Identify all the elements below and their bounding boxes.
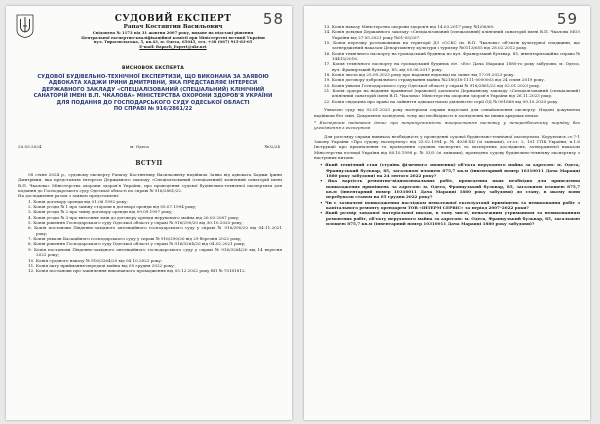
list-item: 20. Копія ухвали Господарського суду Одеської області у справі № 916/2861/22 від 02.01.2023 року. xyxy=(324,82,541,88)
title-line: ПО СПРАВІ № 916/2861/22 xyxy=(113,106,193,113)
intro-paragraph: 08 січня 2024 р., судовому експерту Рапачу Костянтину Васильовичу надійшла Заява від адвоката Хаджи Ірини Дмитрівни, яка представляє інтереси Державного закладу «Спеціалізований (спеціальний) клінічний санаторій імені В.П. Чкалова» Міністерства охорони здоров'я України, про проведення судової будівельно-технічної експертизи для подання до Господарського суду Одеської області по справі № 916/2861/22. xyxy=(18,172,282,194)
document-city: м. Одеса xyxy=(130,144,149,149)
materials-paragraph: Ухвалою суду від 02.01.2023 року матеріали справи надіслані для ознайомлення експерту. Надані документи надійшли без змін. Документи засвідчені, тому що необхідності в засвідченні на інших аркушах немає. xyxy=(314,107,580,118)
list-item: 17. Копія технічного паспорту на громадський будинок літ. «Ел» Дача Марацці 1880-го року забудови, м. Одеса, вул. Французький бульвар, 85, від 05.06.2017 року. xyxy=(324,61,580,72)
footnote: * Експертом надавався допис про неприпустимість використання висновку у непередбаченому порядку без узгодження з експертом xyxy=(314,119,580,131)
expert-header xyxy=(68,14,278,50)
trident-emblem-icon xyxy=(16,14,34,38)
address-line: вул. Тираспольська, 5, кв.43, м. Одеса, 65045, тел. +38 (067) 915-83-05 xyxy=(93,39,253,45)
list-item: 6. Копія постанови Південно-західного апеляційного господарського суду у справі № 916/290/20 від 04.11.2021 року; xyxy=(28,225,282,236)
attached-label: На дослідження разом з заявою представлені: xyxy=(18,193,120,199)
list-item: 4. Копія угоди № 3 про внесення змін до договору оренди нерухомого майна від 26.03.2007 року; xyxy=(28,214,240,220)
list-item: 1. Копія договору оренди від 01.06.1992 року; xyxy=(28,198,128,204)
email-line: E-mail: Rapach_Expert@ukr.net xyxy=(139,44,207,50)
handwritten-page-number: 59 xyxy=(556,10,578,28)
conclusion-title xyxy=(28,66,278,113)
list-item: 16. Копія технічного паспорту на громадський будинок по вул. Французький бульвар, 85, інвентаризаційна справа № 14415/2016. xyxy=(324,50,580,62)
commission-line: Центральної експертно-кваліфікаційної комісії при Міністерстві юстиції України xyxy=(81,34,265,40)
list-item: 11. Копія акту приймання-передачі майна від 05 грудня 2022 року; xyxy=(28,262,175,268)
document-date: 20.03.2024 xyxy=(18,144,42,149)
list-item: 9. Копія постанови Південно-західного апеляційного господарського суду у справі № 916/3264/20 від 14 вересня 2022 року; xyxy=(28,246,282,258)
list-item: 15. Копія переліку розташованих на території ДЗ «ССКС ім. В.П. Чкалова» об'єктів культурної спадщини, що затверджений наказом Департаменту культури і туризму №0113/655 від 28.02.2012 року. xyxy=(324,40,580,51)
basis-paragraph: Для розгляду справи виникла необхідність у проведенні судової будівельно-технічної експертизи. Керуючись ст.7-1 Закону України «Про судову експертизу» від 25.02.1994 р. № 4038-ХІІ (зі змінами), ст.ст. 2, 101 ГПК України, п.1.6 Інструкції про призначення та проведення судових експертиз та експертних досліджень, затвердженої наказом Міністерства юстиції України від 08.10.1998 р. № 53/5 (зі змінами), проведено судову будівельно-технічну експертизу з наступних питань: xyxy=(314,133,580,160)
list-item: 14. Копія довідки Державного закладу «Спеціалізований (спеціальний) клінічний санаторій імені В.П. Чкалова МОЗ України від 27.05.2021 року №01-05/207. xyxy=(324,29,580,40)
list-item: 2. Копія угоди № 1 про заміну сторони в договорі оренди від 05.07.1994 року; xyxy=(28,204,197,210)
title-line: ДЕРЖАВНОГО ЗАКЛАДУ «СПЕЦІАЛІЗОВАНИЙ (СПЕЦІАЛЬНИЙ) КЛІНІЧНИЙ xyxy=(41,86,265,93)
list-item: 12. Копія постанови про закінчення виконавчого провадження від 05.12.2022 року ВП № 70181812. xyxy=(28,268,246,274)
list-item: 5. Копія рішення Господарського суду Одеської області у справі № 916/290/20 від 30.10.2020 року; xyxy=(28,220,243,226)
header-title: СУДОВИЙ ЕКСПЕРТ xyxy=(114,14,232,24)
document-number: №02/24 xyxy=(264,144,280,149)
conclusion-label: ВИСНОВОК ЕКСПЕРТА xyxy=(122,66,184,71)
list-item: 21. Копія ордера на надання правничої (правової) допомоги Державному закладу «Спеціалізований (спеціальний) клінічний санаторій імені В.П. Чкалова» Міністерства охорони здоров'я України від 26.11.2023 року. xyxy=(324,88,580,99)
list-item: 13. Копія наказу Міністерства охорони здоров'я від 14.03.2017 року №1/06/60. xyxy=(324,24,495,29)
list-item: 18. Копія листа від 25.09.2023 року про надання відповіді на запит від 17.09.2023 року. xyxy=(324,72,515,78)
list-item: 10. Копія судового наказу № 916/3264/20 від 04.10.2022 року; xyxy=(28,257,163,263)
expert-name: Рапач Костянтин Васильович xyxy=(123,24,223,30)
title-line: САНАТОРІЙ ІМЕНІ В.П. ЧКАЛОВА» МІНІСТЕРСТВА ОХОРОНИ ЗДОРОВ'Я УКРАЇНИ xyxy=(33,93,273,100)
handwritten-page-number: 58 xyxy=(262,10,284,28)
section-heading: ВСТУП xyxy=(135,160,163,167)
title-line: АДВОКАТА ХАДЖИ ІРИНИ ДМИТРІВНИ, ЯКА ПРЕДСТАВЛЯЄ ІНТЕРЕСИ xyxy=(48,80,258,87)
certificate-line: Свідоцтво № 1173 від 31 жовтня 2007 року, видане на підставі рішення xyxy=(92,30,254,35)
list-item: 8. Копія рішення Господарського суду Одеської області у справі № 916/3264/20 від 04.02.2021 року; xyxy=(28,241,246,247)
list-item: 22. Копія свідоцтва про право на зайняття адвокатською діяльністю серії ОД № 001668 від 09.10.2020 року. xyxy=(324,98,559,104)
title-line: СУДОВОЇ БУДІВЕЛЬНО-ТЕХНІЧНОЇ ЕКСПЕРТИЗИ, ЩО ВИКОНАНА ЗА ЗАЯВОЮ xyxy=(37,73,269,80)
list-item: 7. Копія ухвали Касаційного господарського суду у справі № 916/290/20 від 29 березня 2022 року; xyxy=(28,236,242,242)
right-page xyxy=(304,6,590,420)
intro-body xyxy=(18,172,282,274)
question-item: • Який технічний стан (ступінь фізичного зношення) об'єкта нерухомого майна за адресою: м. Одеса, Французький бульвар, 85, загальною площею 875,7 кв.м (інвентарний номер 10310011 Дача Марацці 1880 року забудови) на 24 лютого 2022 року? xyxy=(320,162,580,178)
question-item: • Який розмір завданої матеріальної шкоди, в тому числі, неналежним утриманням та невиконанням ремонтних робіт, об'єкту нерухомого майна за адресою: м. Одеса, Французький бульвар, 85, загальною площею 875,7 кв.м (інвентарний номер 10310011 Дача Марацці 1880 року забудови)? xyxy=(320,210,580,227)
list-item: 19. Копія договору добровільного страхування майна №2180/16-1111-0000003 від 24 січня 2019 року. xyxy=(324,77,545,83)
question-item: • Яка вартість ремонтно-відновлювальних робіт, проведення яких необхідно для приведення пошкоджених приміщень за адресою: м. Одеса, Французький бульвар, 85, загальною площею 875,7 кв.м (інвентарний номер 10310011 Дача Марацці 1880 року забудови) до стану, в якому вони перебували станом на 05 грудня 2022 року? xyxy=(320,178,580,200)
left-page xyxy=(6,6,292,420)
right-body xyxy=(314,24,580,226)
list-item: 3. Копія угоди № 2 про зміну договору оренди від 09.09.1997 року; xyxy=(28,209,173,215)
question-item: • Чи є зазначені пошкодження наслідком неналежної експлуатації приміщень та невиконання робіт з капітального ремонту орендарем ТОВ «ІНТЕРМ СЕРВІС» за період 2007–2022 роки? xyxy=(320,199,580,210)
title-line: ДЛЯ ПОДАННЯ ДО ГОСПОДАРСЬКОГО СУДУ ОДЕСЬКОЇ ОБЛАСТІ xyxy=(56,99,250,106)
